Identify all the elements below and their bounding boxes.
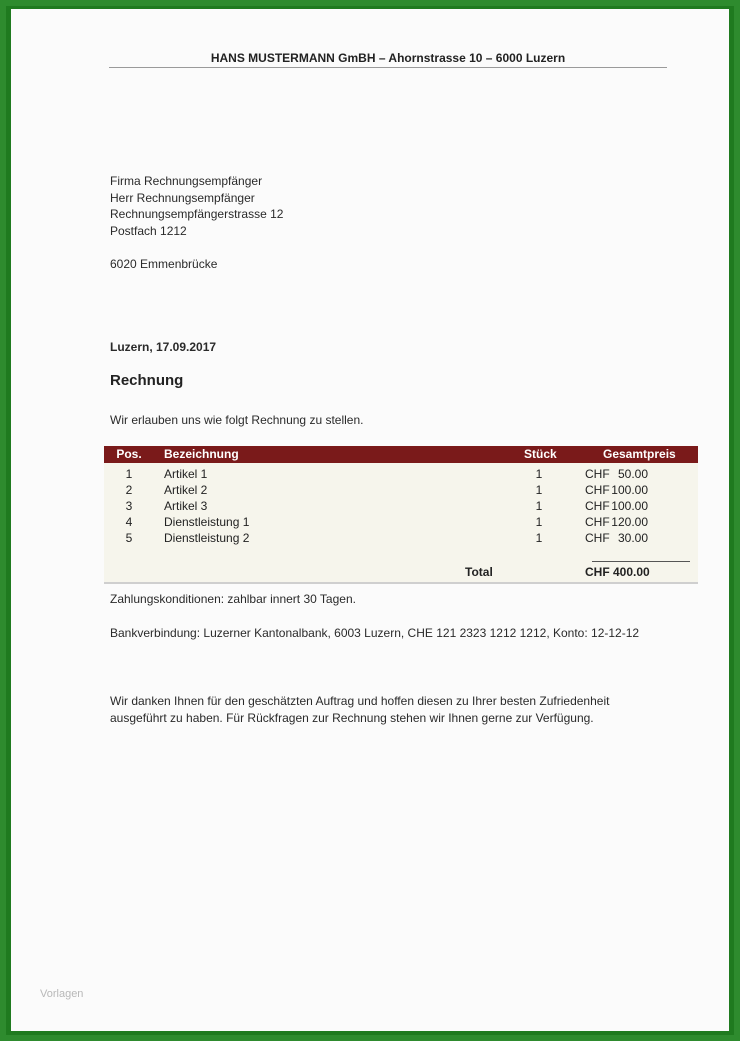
watermark: Vorlagen [40,988,84,1000]
header-divider [109,67,667,68]
cell-currency: CHF [585,499,610,513]
address-line: Rechnungsempfängerstrasse 12 [110,207,284,221]
closing-line: ausgeführt zu haben. Für Rückfragen zur Rechnung stehen wir Ihnen gerne zur Verfügung. [110,710,594,725]
cell-amount: 30.00 [617,531,648,545]
payment-conditions: Zahlungskonditionen: zahlbar innert 30 Tagen. [110,592,356,606]
closing-text [110,693,609,726]
cell-currency: CHF [585,531,610,545]
total-value: CHF 400.00 [585,565,650,579]
sum-divider [592,561,690,562]
table-row [104,467,698,483]
cell-pos: 3 [125,499,133,513]
table-row [104,499,698,515]
address-line: Herr Rechnungsempfänger [110,190,255,205]
company-header: HANS MUSTERMANN GmBH – Ahornstrasse 10 – 6000 Luzern [210,51,566,65]
table-row [104,483,698,499]
cell-pos: 4 [125,515,133,529]
cell-stueck: 1 [535,499,543,513]
cell-currency: CHF [585,515,610,529]
cell-bezeichnung: Artikel 1 [164,467,208,481]
bank-details: Bankverbindung: Luzerner Kantonalbank, 6003 Luzern, CHE 121 2323 1212 1212, Konto: 12-12-12 [110,626,640,640]
header-bezeichnung: Bezeichnung [164,447,239,461]
cell-stueck: 1 [535,531,543,545]
document-page [11,9,729,1031]
cell-pos: 2 [125,483,133,497]
recipient-city: 6020 Emmenbrücke [110,257,218,271]
cell-amount: 100.00 [611,483,648,497]
cell-amount: 120.00 [611,515,648,529]
closing-line: Wir danken Ihnen für den geschätzten Auftrag und hoffen diesen zu Ihrer besten Zufriedenheit [110,694,610,708]
table-row [104,531,698,547]
cell-currency: CHF [585,467,610,481]
cell-stueck: 1 [535,515,543,529]
cell-bezeichnung: Dienstleistung 2 [164,531,250,545]
cell-stueck: 1 [535,467,543,481]
intro-text: Wir erlauben uns wie folgt Rechnung zu stellen. [110,413,364,427]
header-gesamtpreis: Gesamtpreis [603,447,676,461]
header-pos: Pos. [116,447,142,461]
cell-bezeichnung: Dienstleistung 1 [164,515,250,529]
cell-stueck: 1 [535,483,543,497]
recipient-address [110,173,283,239]
total-label: Total [465,565,493,579]
cell-pos: 5 [125,531,133,545]
cell-bezeichnung: Artikel 3 [164,499,208,513]
address-line: Firma Rechnungsempfänger [110,174,263,188]
header-stueck: Stück [524,447,557,461]
cell-amount: 50.00 [617,467,648,481]
invoice-date: Luzern, 17.09.2017 [110,340,217,354]
cell-pos: 1 [125,467,133,481]
table-header [104,446,698,463]
invoice-table [104,446,698,584]
cell-currency: CHF [585,483,610,497]
invoice-title: Rechnung [110,372,184,389]
address-line: Postfach 1212 [110,223,187,238]
table-row [104,515,698,531]
cell-bezeichnung: Artikel 2 [164,483,208,497]
cell-amount: 100.00 [611,499,648,513]
